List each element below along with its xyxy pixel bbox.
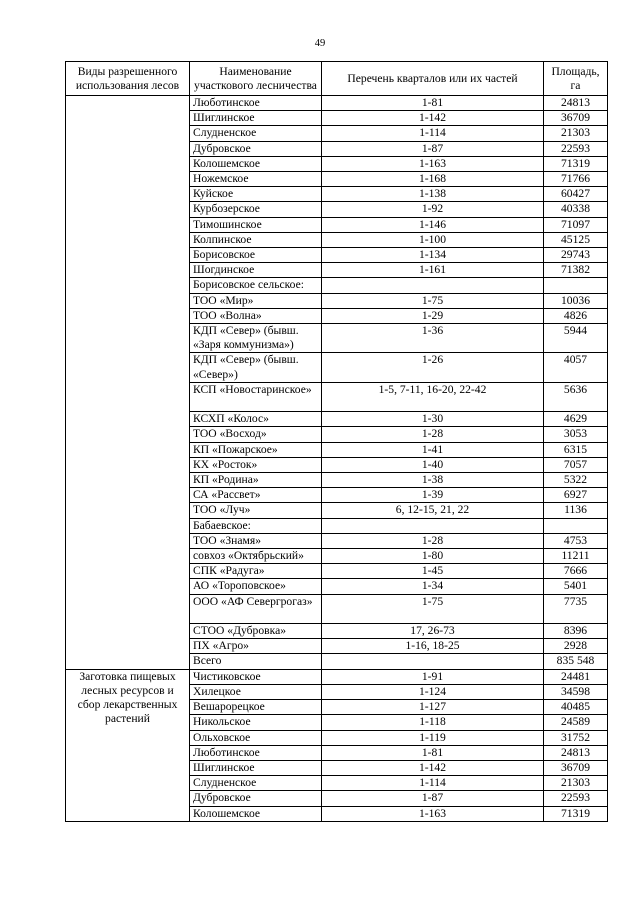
- forestry-name-cell: Чистиковское: [190, 669, 322, 684]
- quarters-cell: [322, 278, 544, 293]
- quarters-cell: 1-146: [322, 217, 544, 232]
- header-quarters: Перечень кварталов или их частей: [322, 62, 544, 96]
- quarters-cell: 1-87: [322, 141, 544, 156]
- area-cell: 4826: [544, 308, 608, 323]
- area-cell: 5401: [544, 579, 608, 594]
- quarters-cell: 1-134: [322, 248, 544, 263]
- page-number: 49: [314, 38, 326, 49]
- quarters-cell: 1-91: [322, 669, 544, 684]
- area-cell: 71319: [544, 806, 608, 821]
- area-cell: 24813: [544, 96, 608, 111]
- area-cell: 7735: [544, 594, 608, 623]
- forestry-name-cell: Люботинское: [190, 745, 322, 760]
- area-cell: 60427: [544, 187, 608, 202]
- quarters-cell: [322, 654, 544, 669]
- forestry-name-cell: Колошемское: [190, 156, 322, 171]
- area-cell: [544, 278, 608, 293]
- area-cell: 5944: [544, 324, 608, 353]
- quarters-cell: 1-118: [322, 715, 544, 730]
- forestry-name-cell: ТОО «Восход»: [190, 427, 322, 442]
- quarters-cell: 1-39: [322, 488, 544, 503]
- area-cell: 3053: [544, 427, 608, 442]
- forestry-name-cell: Ножемское: [190, 172, 322, 187]
- area-cell: 4753: [544, 533, 608, 548]
- forestry-name-cell: Люботинское: [190, 96, 322, 111]
- forestry-name-cell: Бабаевское:: [190, 518, 322, 533]
- area-cell: 5322: [544, 473, 608, 488]
- area-cell: 11211: [544, 549, 608, 564]
- forestry-name-cell: СПК «Радуга»: [190, 564, 322, 579]
- forestry-name-cell: Никольское: [190, 715, 322, 730]
- quarters-cell: 1-30: [322, 412, 544, 427]
- quarters-cell: 1-163: [322, 806, 544, 821]
- area-cell: 40485: [544, 700, 608, 715]
- area-cell: 2928: [544, 639, 608, 654]
- quarters-cell: 1-119: [322, 730, 544, 745]
- area-cell: 22593: [544, 141, 608, 156]
- area-cell: 4057: [544, 353, 608, 382]
- quarters-cell: 6, 12-15, 21, 22: [322, 503, 544, 518]
- area-cell: 21303: [544, 776, 608, 791]
- quarters-cell: 1-29: [322, 308, 544, 323]
- area-cell: 36709: [544, 111, 608, 126]
- quarters-cell: 1-45: [322, 564, 544, 579]
- quarters-cell: 1-127: [322, 700, 544, 715]
- area-cell: 6927: [544, 488, 608, 503]
- forestry-name-cell: ТОО «Знамя»: [190, 533, 322, 548]
- forestry-name-cell: совхоз «Октябрьский»: [190, 549, 322, 564]
- area-cell: 22593: [544, 791, 608, 806]
- quarters-cell: 1-124: [322, 684, 544, 699]
- area-cell: 24589: [544, 715, 608, 730]
- area-cell: 34598: [544, 684, 608, 699]
- area-cell: 10036: [544, 293, 608, 308]
- table-row: [66, 669, 608, 684]
- area-cell: 45125: [544, 232, 608, 247]
- quarters-cell: 1-16, 18-25: [322, 639, 544, 654]
- area-cell: 40338: [544, 202, 608, 217]
- forestry-name-cell: ООО «АФ Севергрогаз»: [190, 594, 322, 623]
- area-cell: 71766: [544, 172, 608, 187]
- forestry-name-cell: Колошемское: [190, 806, 322, 821]
- table-header-row: [66, 62, 608, 96]
- area-cell: 36709: [544, 760, 608, 775]
- quarters-cell: 1-114: [322, 776, 544, 791]
- forestry-name-cell: ТОО «Мир»: [190, 293, 322, 308]
- forestry-name-cell: Ольховское: [190, 730, 322, 745]
- quarters-cell: 1-34: [322, 579, 544, 594]
- quarters-cell: 1-80: [322, 549, 544, 564]
- forestry-name-cell: Борисовское сельское:: [190, 278, 322, 293]
- quarters-cell: 1-41: [322, 442, 544, 457]
- forestry-name-cell: Вешарорецкое: [190, 700, 322, 715]
- area-cell: 29743: [544, 248, 608, 263]
- forestry-name-cell: СА «Рассвет»: [190, 488, 322, 503]
- forestry-name-cell: КСП «Новостаринское»: [190, 382, 322, 411]
- quarters-cell: 1-142: [322, 760, 544, 775]
- forestry-name-cell: Хилецкое: [190, 684, 322, 699]
- quarters-cell: 1-81: [322, 745, 544, 760]
- forestry-name-cell: Слудненское: [190, 126, 322, 141]
- forestry-name-cell: ТОО «Волна»: [190, 308, 322, 323]
- forestry-name-cell: Дубровское: [190, 141, 322, 156]
- area-cell: 7666: [544, 564, 608, 579]
- forestry-name-cell: КП «Пожарское»: [190, 442, 322, 457]
- quarters-cell: 1-142: [322, 111, 544, 126]
- table-body: [66, 96, 608, 822]
- area-cell: [544, 518, 608, 533]
- area-cell: 8396: [544, 624, 608, 639]
- forestry-name-cell: ТОО «Луч»: [190, 503, 322, 518]
- area-cell: 31752: [544, 730, 608, 745]
- area-cell: 6315: [544, 442, 608, 457]
- quarters-cell: 17, 26-73: [322, 624, 544, 639]
- forestry-name-cell: АО «Тороповское»: [190, 579, 322, 594]
- quarters-cell: 1-81: [322, 96, 544, 111]
- header-forestry-name: Наименование участкового лесничества: [190, 62, 322, 96]
- forestry-name-cell: Всего: [190, 654, 322, 669]
- quarters-cell: 1-75: [322, 594, 544, 623]
- forestry-name-cell: КСХП «Колос»: [190, 412, 322, 427]
- quarters-cell: 1-75: [322, 293, 544, 308]
- forestry-name-cell: КДП «Север» (бывш. «Заря коммунизма»): [190, 324, 322, 353]
- quarters-cell: 1-36: [322, 324, 544, 353]
- forestry-name-cell: КП «Родина»: [190, 473, 322, 488]
- forestry-name-cell: Тимошинское: [190, 217, 322, 232]
- area-cell: 71097: [544, 217, 608, 232]
- quarters-cell: 1-5, 7-11, 16-20, 22-42: [322, 382, 544, 411]
- area-cell: 5636: [544, 382, 608, 411]
- forestry-name-cell: Колпинское: [190, 232, 322, 247]
- area-cell: 835 548: [544, 654, 608, 669]
- forestry-name-cell: Дубровское: [190, 791, 322, 806]
- quarters-cell: 1-28: [322, 427, 544, 442]
- forest-use-table: [65, 61, 608, 822]
- forestry-name-cell: ПХ «Агро»: [190, 639, 322, 654]
- quarters-cell: 1-87: [322, 791, 544, 806]
- quarters-cell: 1-92: [322, 202, 544, 217]
- forestry-name-cell: Шиглинское: [190, 111, 322, 126]
- quarters-cell: 1-161: [322, 263, 544, 278]
- forestry-name-cell: Шогдинское: [190, 263, 322, 278]
- header-area: Площадь, га: [544, 62, 608, 96]
- quarters-cell: 1-40: [322, 457, 544, 472]
- forestry-name-cell: Борисовское: [190, 248, 322, 263]
- area-cell: 24481: [544, 669, 608, 684]
- quarters-cell: 1-168: [322, 172, 544, 187]
- area-cell: 71382: [544, 263, 608, 278]
- area-cell: 7057: [544, 457, 608, 472]
- quarters-cell: 1-28: [322, 533, 544, 548]
- area-cell: 1136: [544, 503, 608, 518]
- quarters-cell: 1-138: [322, 187, 544, 202]
- quarters-cell: 1-163: [322, 156, 544, 171]
- forestry-name-cell: Слудненское: [190, 776, 322, 791]
- forestry-name-cell: Куйское: [190, 187, 322, 202]
- forestry-name-cell: Курбозерское: [190, 202, 322, 217]
- quarters-cell: [322, 518, 544, 533]
- forestry-name-cell: КХ «Росток»: [190, 457, 322, 472]
- use-type-cell: Заготовка пищевых лесных ресурсов и сбор лекарственных растений: [66, 669, 190, 821]
- area-cell: 4629: [544, 412, 608, 427]
- quarters-cell: 1-26: [322, 353, 544, 382]
- area-cell: 71319: [544, 156, 608, 171]
- quarters-cell: 1-100: [322, 232, 544, 247]
- forestry-name-cell: Шиглинское: [190, 760, 322, 775]
- use-type-cell: [66, 96, 190, 670]
- area-cell: 21303: [544, 126, 608, 141]
- forestry-name-cell: КДП «Север» (бывш. «Север»): [190, 353, 322, 382]
- forestry-name-cell: СТОО «Дубровка»: [190, 624, 322, 639]
- quarters-cell: 1-114: [322, 126, 544, 141]
- table-row: [66, 96, 608, 111]
- header-use-type: Виды разрешенного использования лесов: [66, 62, 190, 96]
- area-cell: 24813: [544, 745, 608, 760]
- quarters-cell: 1-38: [322, 473, 544, 488]
